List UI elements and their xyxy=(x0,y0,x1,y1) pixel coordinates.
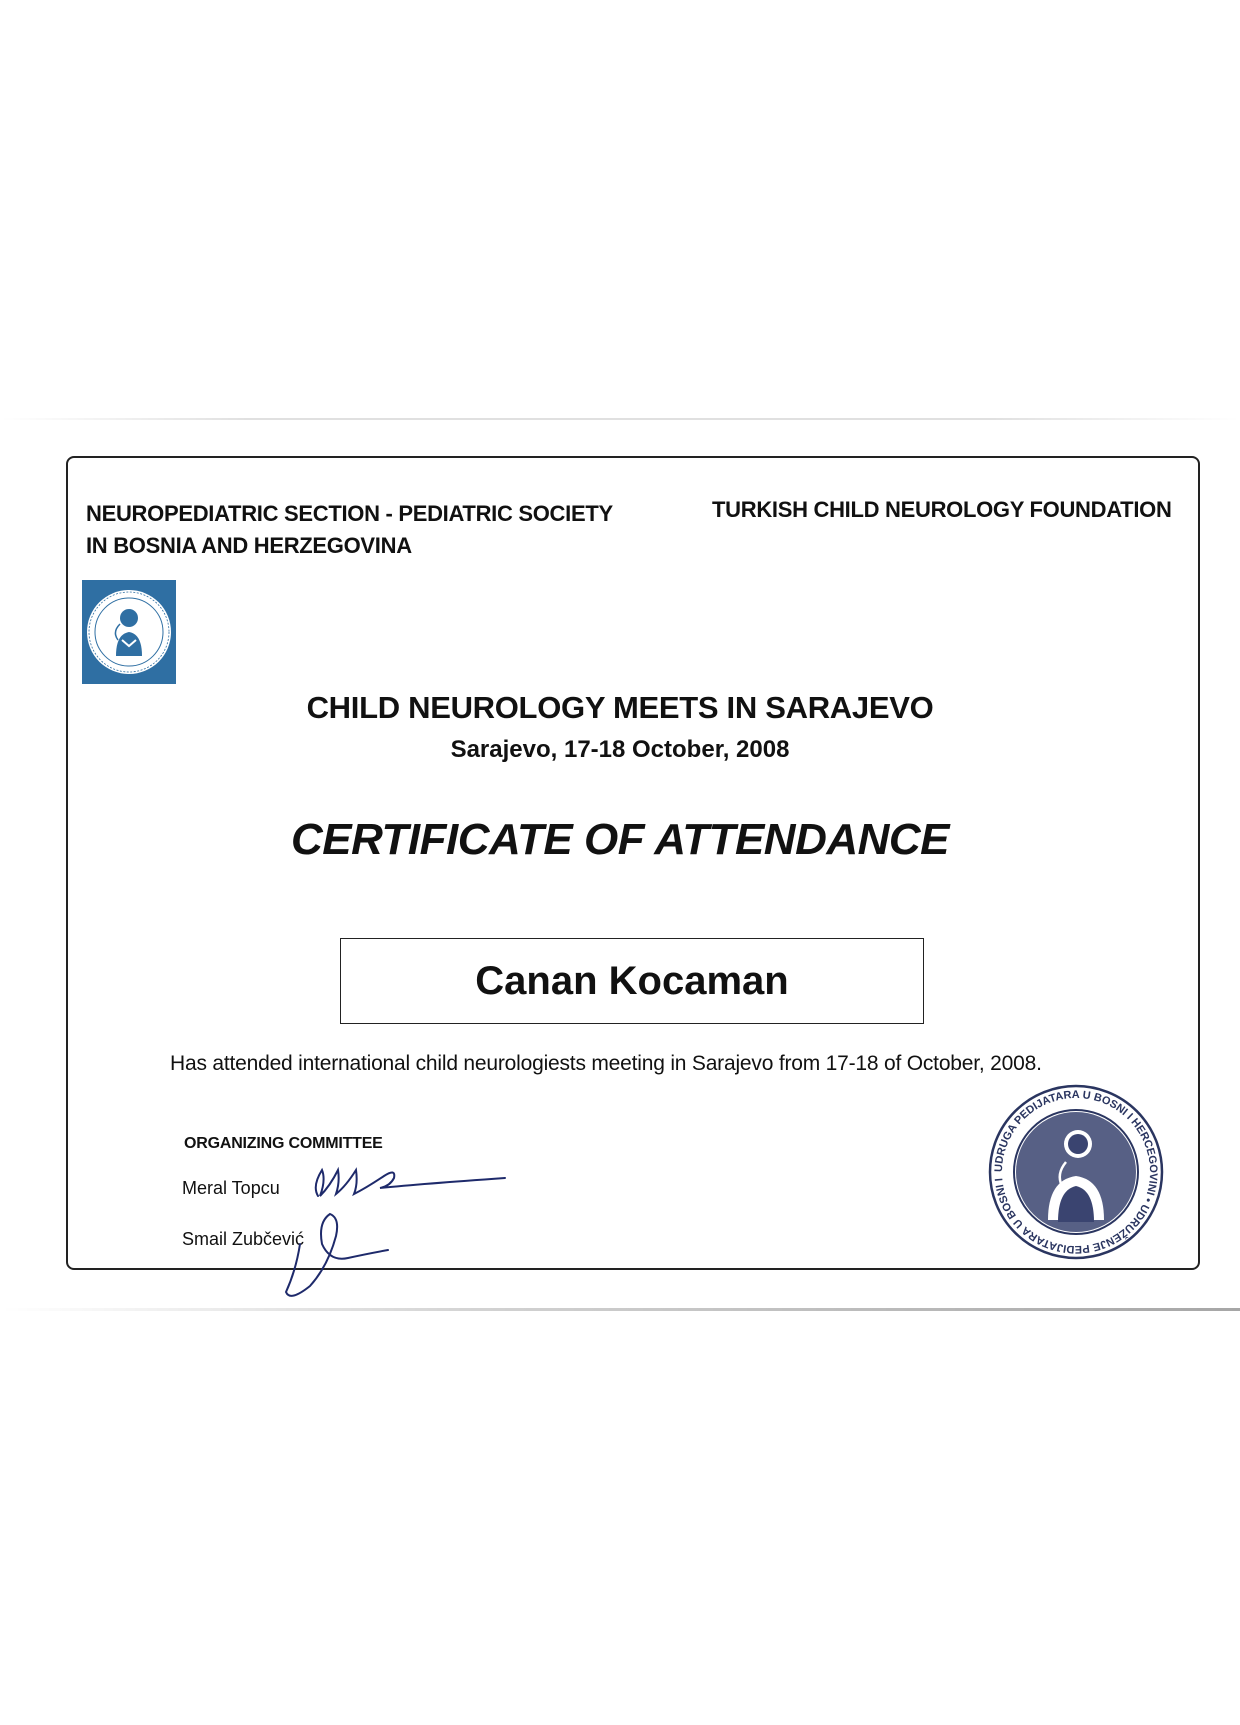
committee-label: ORGANIZING COMMITTEE xyxy=(184,1135,383,1152)
left-org-line1: NEUROPEDIATRIC SECTION - PEDIATRIC SOCIETY xyxy=(86,501,613,526)
recipient-name: Canan Kocaman xyxy=(475,958,789,1003)
scan-edge-bottom xyxy=(0,1308,1240,1311)
certificate-title: CERTIFICATE OF ATTENDANCE xyxy=(290,815,950,864)
right-organization: TURKISH CHILD NEUROLOGY FOUNDATION xyxy=(712,497,1172,522)
left-organization xyxy=(86,498,686,562)
committee-member-1: Meral Topcu xyxy=(182,1178,280,1198)
event-title: CHILD NEUROLOGY MEETS IN SARAJEVO xyxy=(306,690,934,725)
left-org-line2: IN BOSNIA AND HERZEGOVINA xyxy=(86,533,412,558)
scan-edge-top xyxy=(0,418,1240,420)
attendance-statement: Has attended international child neurologiests meeting in Sarajevo from 17-18 of October, 2008. xyxy=(170,1052,1042,1075)
official-stamp xyxy=(986,1082,1166,1267)
recipient-name-box xyxy=(340,938,924,1024)
stamp-text: UDRUGA PEDIJATARA U BOSNI I HERCEGOVINI • UDRUŽENJE PEDIJATARA U BOSNI I xyxy=(992,1088,1160,1256)
committee-member-2: Smail Zubčević xyxy=(182,1229,305,1249)
event-date: Sarajevo, 17-18 October, 2008 xyxy=(450,736,790,763)
society-logo-icon xyxy=(82,580,176,684)
